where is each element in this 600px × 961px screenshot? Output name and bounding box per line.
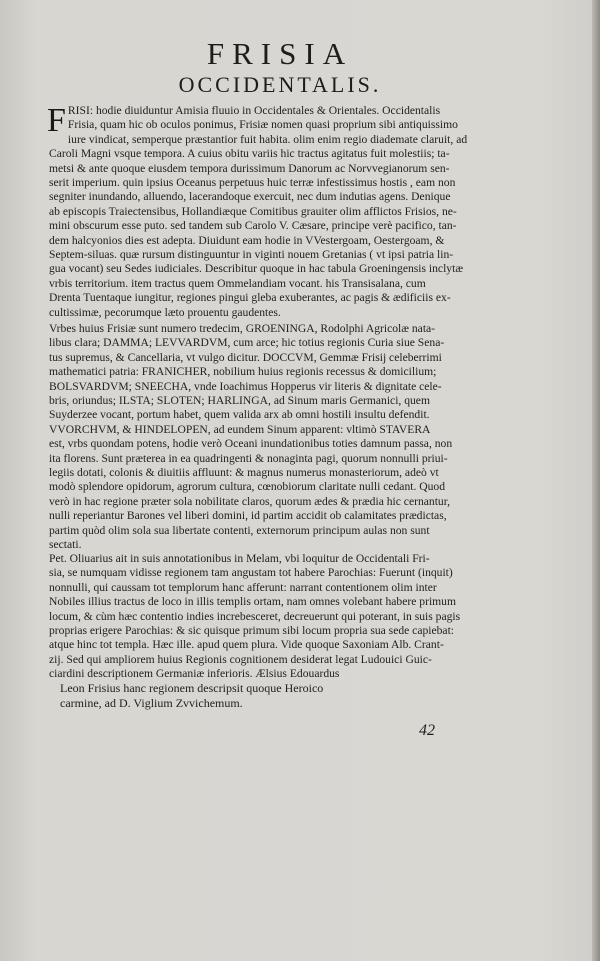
text-line: RISI: hodie diuiduntur Amisia fluuio in Occidentales & Orientales. Occidentalis bbox=[67, 104, 441, 117]
text-line: Leon Frisius hanc regionem descripsit quoque Heroico bbox=[60, 681, 324, 695]
text-line: libus clara; DAMMA; LEVVARDVM, cum arce; hic totius regionis Curia siue Sena- bbox=[49, 336, 445, 350]
text-line: Caroli Magni vsque tempora. A cuius obitu variis hic tractus agitatus fuit molestiis; ta- bbox=[49, 147, 450, 161]
text-line: gua vocant) seu Sedes iudiciales. Describitur quoque in hac tabula Groeningensis inclytæ bbox=[49, 262, 464, 276]
paragraph-vrbes bbox=[49, 322, 527, 553]
text-line: sectati. bbox=[49, 538, 82, 552]
text-line: BOLSVARDVM; SNEECHA, vnde Ioachimus Hopperus vir literis & dignitate cele- bbox=[49, 379, 442, 393]
text-line: Drenta Tuentaque iungitur, regiones pingui gleba exuberantes, ac pagis & ædificiis ex- bbox=[49, 291, 451, 305]
text-line: vrbis territorium. item tractus quem Ommelandiam vocant. his Transisalana, cum bbox=[49, 276, 426, 290]
text-line: mini obscurum esse puto. sed tandem sub Carolo V. Cæsare, principe verè pacifico, tan- bbox=[49, 219, 457, 233]
text-line: carmine, ad D. Viglium Zvvichemum. bbox=[60, 695, 243, 710]
text-line: Septem-siluas. quæ rursum distinguuntur in viginti nouem Gretanias ( vt ipsi patria lin- bbox=[49, 248, 454, 262]
text-line: Nobiles illius tractus de loco in illis templis ortam, nam omnes volebant habere primum bbox=[49, 595, 456, 609]
text-line: mathematici patria: FRANICHER, nobilium huius regionis recessus & domicilium; bbox=[49, 365, 437, 379]
text-line: locum, & cùm hæc contentio indies increbesceret, decreuerunt qui poterant, in suis pagis bbox=[49, 609, 461, 623]
book-spine-edge bbox=[592, 0, 600, 961]
text-line: Vrbes huius Frisiæ sunt numero tredecim, GROENINGA, Rodolphi Agricolæ nata- bbox=[49, 322, 436, 335]
text-line: Pet. Oliuarius ait in suis annotationibus in Melam, vbi loquitur de Occidentali Fri- bbox=[49, 552, 430, 565]
text-line: serit imperium. quin ipsius Oceanus perpetuus huic terræ infestissimus hostis , eam non bbox=[49, 176, 456, 190]
text-line: est, vrbs quondam potens, hodie verò Oceani inundationibus toties damnum passa, non bbox=[49, 437, 453, 451]
text-line: Frisia, quam hic ob oculos ponimus, Frisiæ nomen quasi proprium sibi antiquissimo bbox=[67, 118, 458, 132]
text-line: cultissimæ, pecorumque læto prouentu gaudentes. bbox=[49, 305, 281, 319]
text-line: dem halcyonios dies est adepta. Diuidunt eam hodie in VVestergoam, Oestergoam, & bbox=[49, 233, 445, 247]
text-line: bris, oriundus; ILSTA; SLOTEN; HARLINGA, ad Sinum maris Germanici, quem bbox=[49, 394, 430, 408]
text-line: ciardini descriptionem Germaniæ inferioris. Ælsius Edouardus bbox=[49, 667, 340, 681]
page-title: FRISIA bbox=[206, 36, 354, 71]
text-line: nulli reperiantur Barones vel liberi domini, id partim accidit ob calamitates prædictas, bbox=[49, 509, 447, 523]
text-line: iure vindicat, semperque præstantior fuit habita. olim enim regio diademate claruit, ad bbox=[67, 132, 468, 146]
text-line: zij. Sed qui ampliorem huius Regionis cognitionem desiderat legat Ludouici Guic- bbox=[49, 652, 432, 666]
text-line: Suyderzee vocant, portum habet, quem valida arx ab omni hostili insultu defendit. bbox=[49, 408, 430, 422]
paragraph-frisii bbox=[49, 104, 527, 320]
page-number: 42 bbox=[419, 722, 435, 739]
text-line: sia, se numquam vidisse regionem tam angustam tot habere Parochias: Fuerunt (inquit) bbox=[49, 566, 453, 580]
closing-lines bbox=[60, 681, 520, 710]
text-line: verò in hac regione præter sola nobilitate claros, quorum ædes & prædia hic cernantur, bbox=[49, 494, 451, 508]
text-line: tus supremus, & Cancellaria, vt vulgo dicitur. DOCCVM, Gemmæ Frisij celeberrimi bbox=[49, 350, 442, 364]
text-line: legiis dotati, colonis & diuitiis affluunt: & magnus numerus monasteriorum, adeò vt bbox=[49, 466, 439, 480]
text-line: atque hinc tot templa. Hæc ille. apud quem plura. Vide quoque Saxoniam Alb. Crant- bbox=[49, 638, 444, 652]
text-line: ab episcopis Traiectensibus, Hollandiæque Comitibus grauiter olim afflictos Frisios, ne- bbox=[49, 204, 457, 218]
paragraph-oliuarius bbox=[49, 552, 527, 682]
text-line: metsi & ante quoque eiusdem tempora durissimum Danorum ac Norvvegianorum sen- bbox=[49, 161, 450, 175]
text-line: partim quòd olim sola sua libertate contenti, externorum principum aulas non sunt bbox=[49, 523, 430, 537]
text-line: segniter inundando, alluendo, lacerandoque exercuit, nec dum indutias agens. Denique bbox=[49, 190, 451, 204]
page-subtitle: OCCIDENTALIS. bbox=[178, 72, 382, 97]
text-line: nonnulli, qui caussam tot templorum hanc afferunt: narrant contentionem olim inter bbox=[49, 580, 437, 594]
text-line: proprias erigere Parochias: & sic quisque primum sibi locum propria sua sede capiebat: bbox=[49, 624, 455, 638]
text-line: VVORCHVM, & HINDELOPEN, ad eundem Sinum apparent: vltimò STAVERA bbox=[49, 422, 431, 436]
text-line: modò splendore opidorum, agrorum cultura, cœnobiorum claritate nulli cedant. Quod bbox=[49, 480, 446, 494]
drop-cap-initial: F bbox=[47, 102, 66, 139]
text-line: ita florens. Sunt præterea in ea quadringenti & nonaginta pagi, quorum nonnulli priui- bbox=[49, 451, 448, 465]
